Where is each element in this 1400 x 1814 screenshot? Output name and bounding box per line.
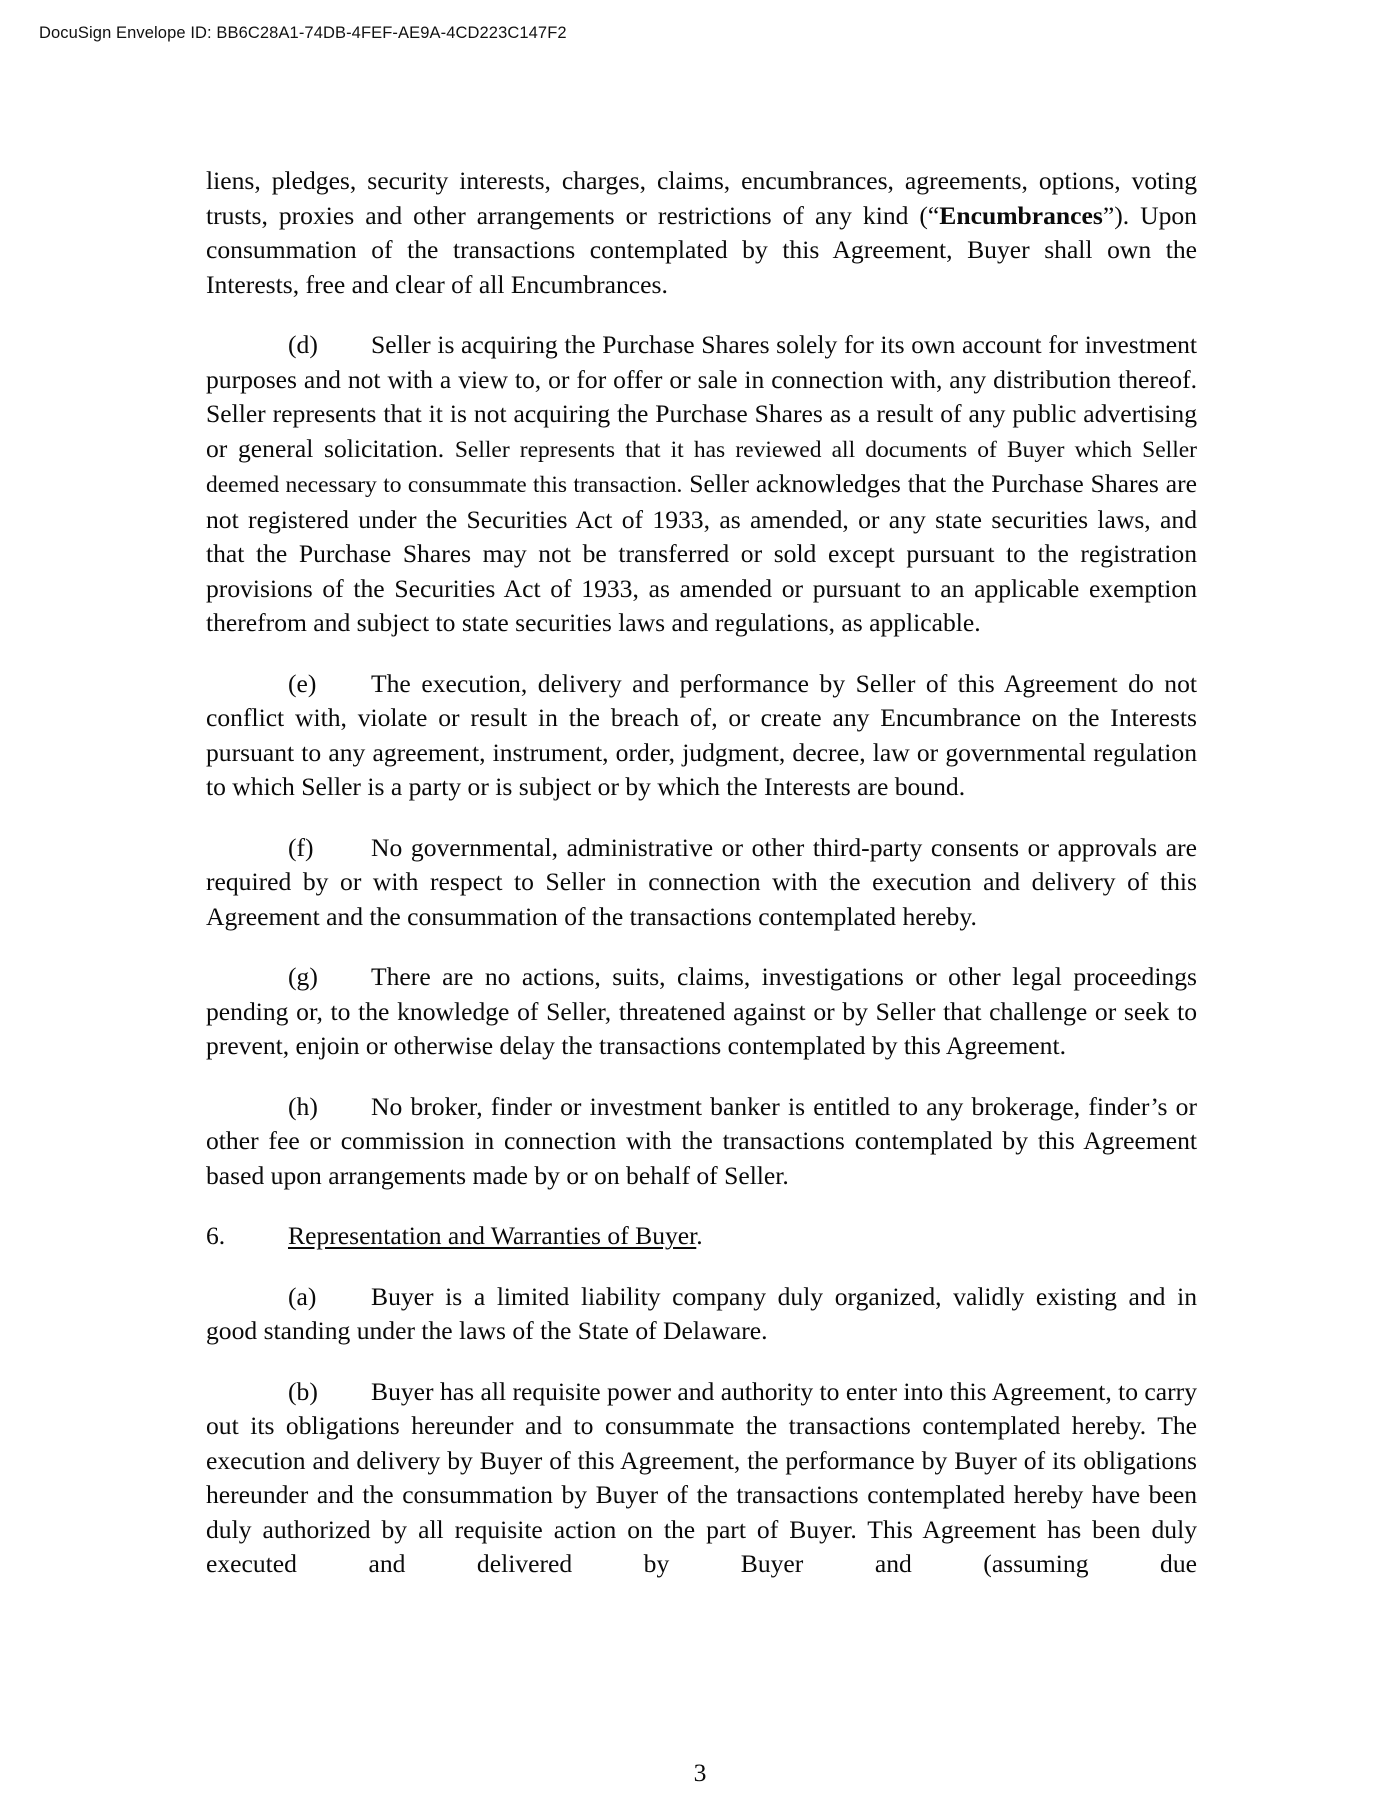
clause-text-inserted: Seller represents that it has reviewed all documents of Buyer which Seller deemed necessary to consummate this transaction. — [206, 436, 1197, 498]
paragraph-d — [206, 328, 1197, 641]
clause-label: (f) — [288, 832, 314, 862]
clause-text: No broker, finder or investment banker is entitled to any brokerage, finder’s or other fee or commission in connection with the transactions contemplated by this Agreement based upon arrangements made by or on behalf of Seller. — [206, 1091, 1197, 1190]
paragraph-h — [206, 1090, 1197, 1194]
clause-text: There are no actions, suits, claims, investigations or other legal proceedings pending or, to the knowledge of Seller, threatened against or by Seller that challenge or seek to prevent, enjoin or otherwise delay the transactions contemplated by this Agreement. — [206, 962, 1197, 1060]
clause-text: Seller is acquiring the Purchase Shares solely for its own account for investment purposes and not with a view to, or for offer or sale in connection with, any distribution thereof. Seller represents that it is not acquiring the Purchase Shares as a result of any public advertising or general solicitation. — [206, 330, 1197, 463]
continuation-text-pre: liens, pledges, security interests, charges, claims, encumbrances, agreements, options, voting trusts, proxies and other arrangements or restrictions of any kind (“ — [206, 166, 1197, 230]
clause-text: Buyer has all requisite power and authority to enter into this Agreement, to carry out its obligations hereunder and to consummate the transactions contemplated hereby. The execution and delivery by Buyer of this Agreement, the performance by Buyer of its obligations hereunder and the consummation by Buyer of the transactions contemplated hereby have been duly authorized by all requisite action on the part of Buyer. This Agreement has been duly executed and delivered by Buyer and (assuming due — [206, 1376, 1197, 1578]
clause-label: (e) — [288, 668, 317, 698]
section-title-suffix: . — [696, 1221, 703, 1250]
section-number: 6. — [206, 1221, 226, 1250]
clause-label: (a) — [288, 1281, 317, 1311]
section-6-heading — [206, 1219, 1197, 1254]
paragraph-e — [206, 667, 1197, 805]
clause-text: No governmental, administrative or other third-party consents or approvals are required by or with respect to Seller in connection with the execution and delivery of this Agreement and the consummation of the transactions contemplated hereby. — [206, 832, 1197, 931]
document-body — [206, 164, 1197, 1608]
clause-text: Buyer is a limited liability company duly organized, validly existing and in good standing under the laws of the State of Delaware. — [206, 1281, 1197, 1345]
clause-label: (h) — [288, 1091, 318, 1121]
paragraph-6b — [206, 1375, 1197, 1582]
clause-label: (d) — [288, 330, 318, 359]
defined-term-encumbrances: Encumbrances — [939, 200, 1103, 230]
page-number: 3 — [693, 1758, 707, 1787]
clause-label: (g) — [288, 962, 318, 991]
paragraph-6a — [206, 1280, 1197, 1349]
docusign-envelope-id: DocuSign Envelope ID: BB6C28A1-74DB-4FEF-AE9A-4CD223C147F2 — [39, 24, 567, 42]
paragraph-f — [206, 831, 1197, 935]
section-title: Representation and Warranties of Buyer — [288, 1221, 697, 1250]
clause-text: The execution, delivery and performance by Seller of this Agreement do not conflict with, violate or result in the breach of, or create any Encumbrance on the Interests pursuant to any agreement, instrument, order, judgment, decree, law or governmental regulation to which Seller is a party or is subject or by which the Interests are bound. — [206, 668, 1197, 801]
clause-text: Seller acknowledges that the Purchase Shares are not registered under the Securities Act of 1933, as amended, or any state securities laws, and that the Purchase Shares may not be transferred or sold except pursuant to the registration provisions of the Securities Act of 1933, as amended or pursuant to an applicable exemption therefrom and subject to state securities laws and regulations, as applicable. — [206, 469, 1197, 637]
paragraph-continuation — [206, 164, 1197, 302]
paragraph-g — [206, 960, 1197, 1064]
clause-label: (b) — [288, 1376, 318, 1406]
continuation-text-post: ”). Upon consummation of the transactions contemplated by this Agreement, Buyer shall own the Interests, free and clear of all Encumbrances. — [206, 200, 1197, 299]
